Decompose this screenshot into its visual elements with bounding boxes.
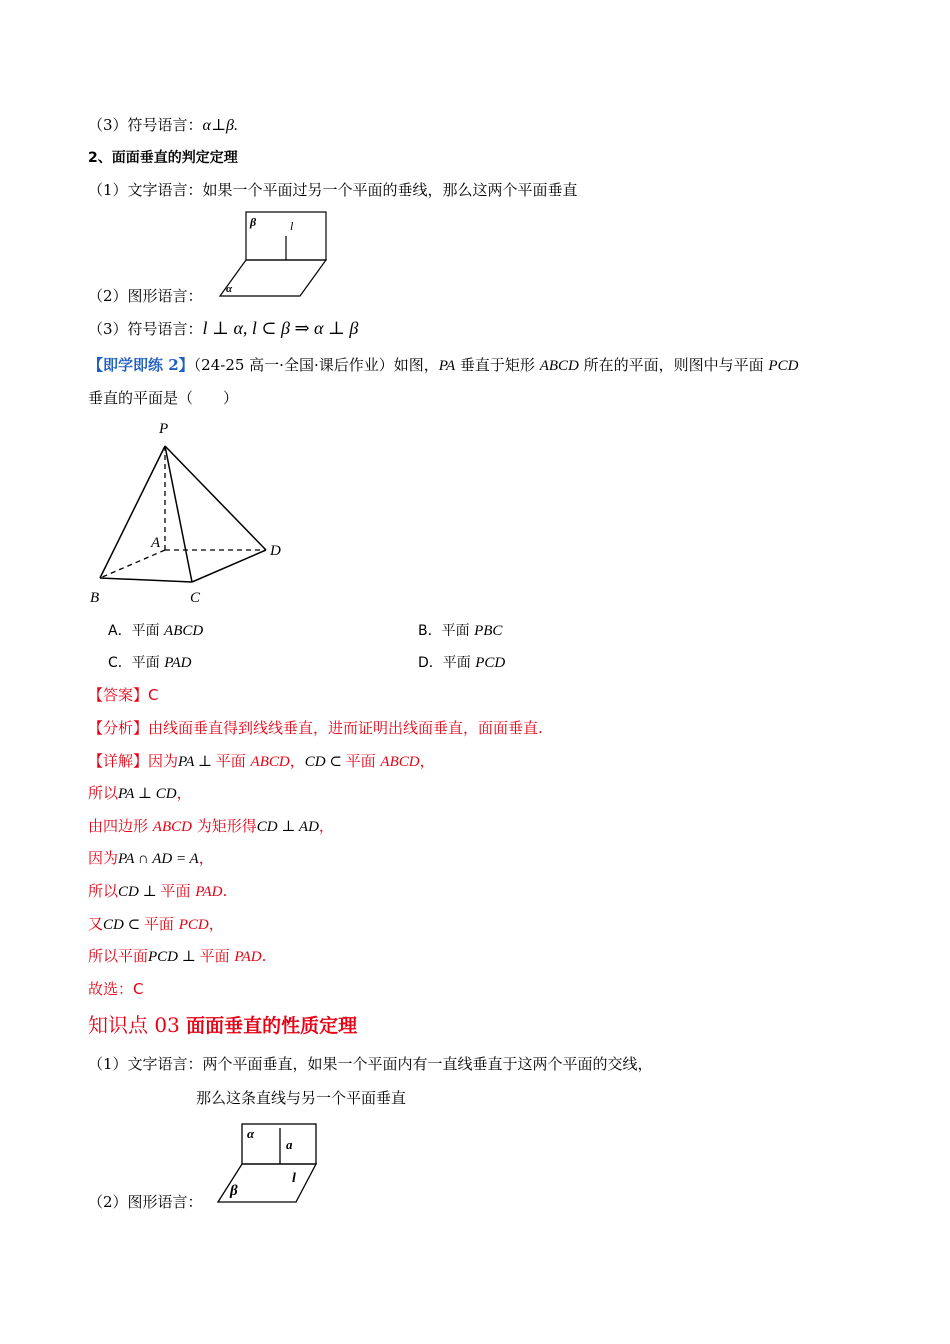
exercise-abcd: ABCD <box>539 358 579 374</box>
answer-line <box>88 685 159 705</box>
detail-text: ， <box>208 915 224 933</box>
answer-label: 【答案】 <box>88 686 149 704</box>
label-p: P <box>159 421 169 437</box>
detail-line-8 <box>88 979 144 999</box>
detail-label: 【详解】 <box>88 752 149 770</box>
exercise-question-line-2: 垂直的平面是（ ） <box>88 389 239 407</box>
detail-line-5 <box>88 881 227 902</box>
exercise-question-line-1 <box>88 355 798 376</box>
detail-text: 又 <box>88 915 104 933</box>
label-l: l <box>290 219 294 233</box>
detail-text: ， <box>176 784 192 802</box>
detail-math: PCD ⊥ <box>148 949 200 965</box>
detail-math: PA ∩ AD = A <box>118 851 199 867</box>
option-a[interactable] <box>108 620 203 641</box>
symbol-language-line-1 <box>88 115 238 136</box>
analysis-line <box>88 718 543 738</box>
symbol-expression-2: l ⊥ α, l ⊂ β ⇒ α ⊥ β <box>202 318 359 338</box>
detail-italic: ABCD <box>250 754 290 770</box>
detail-italic: PCD <box>178 917 209 933</box>
detail-text: ， <box>198 849 214 867</box>
detail-math: PA ⊥ <box>178 754 216 770</box>
detail-math: CD ⊥ <box>118 884 161 900</box>
figure-plane-alpha-beta <box>212 1120 334 1212</box>
symbol-expression: α⊥β. <box>202 117 238 134</box>
option-d[interactable] <box>418 652 505 673</box>
label-l-2: l <box>292 1171 296 1186</box>
figure-plane-beta-alpha <box>210 206 340 302</box>
option-d-key: D．平面 <box>418 655 476 671</box>
detail-text: 平面 <box>143 915 179 933</box>
label-alpha: α <box>226 283 233 295</box>
label-beta: β <box>250 215 257 229</box>
exercise-tag: 【即学即练 2】 <box>88 356 194 374</box>
exercise-text-2: 所在的平面，则图中与平面 <box>578 356 769 374</box>
graphic-language-label: （2）图形语言： <box>88 287 203 305</box>
detail-text: 平面 <box>345 752 381 770</box>
detail-text: 为矩形得 <box>191 817 257 835</box>
symbol-language-label: （3）符号语言： <box>88 116 203 134</box>
detail-line-6 <box>88 914 224 935</box>
symbol-language-label-2: （3）符号语言： <box>88 320 203 338</box>
text-language-line: （1）文字语言：如果一个平面过另一个平面的垂线，那么这两个平面垂直 <box>88 181 578 199</box>
detail-line-3 <box>88 816 334 837</box>
analysis-text: 由线面垂直得到线线垂直，进而证明出线面垂直，面面垂直. <box>148 719 543 737</box>
analysis-label: 【分析】 <box>88 719 149 737</box>
detail-text: . <box>261 947 267 965</box>
figure-pyramid-pabcd <box>84 416 294 608</box>
knowledge-point-03-title <box>88 1012 357 1039</box>
detail-text: . <box>222 882 228 900</box>
detail-text: ， <box>419 752 435 770</box>
option-c[interactable] <box>108 652 191 673</box>
detail-choice: C <box>133 980 144 998</box>
label-c: C <box>190 590 201 606</box>
label-a: A <box>151 535 161 551</box>
label-alpha-2: α <box>247 1126 255 1141</box>
section-title-judgement-theorem: 2、面面垂直的判定定理 <box>88 150 238 166</box>
exercise-source: （24-25 高一·全国·课后作业）如图， <box>193 356 439 374</box>
detail-math: CD ⊂ <box>103 917 144 933</box>
detail-text: 平面 <box>215 752 251 770</box>
detail-text: 因为 <box>88 849 119 867</box>
option-b[interactable] <box>418 620 502 641</box>
label-b: B <box>90 590 100 606</box>
knowledge-point-number: 知识点 03 <box>88 1013 187 1037</box>
detail-text: ， <box>289 752 305 770</box>
detail-line-7 <box>88 946 266 967</box>
label-a-2: a <box>286 1137 293 1152</box>
detail-text: 由四边形 <box>88 817 153 835</box>
detail-italic: PAD <box>234 949 262 965</box>
detail-text: ， <box>318 817 334 835</box>
property-text-language-line-2: 那么这条直线与另一个平面垂直 <box>196 1089 407 1107</box>
detail-line-4 <box>88 848 214 869</box>
exercise-pa: PA <box>438 358 456 374</box>
option-d-value: PCD <box>475 655 506 671</box>
detail-italic: ABCD <box>152 819 192 835</box>
detail-italic: ABCD <box>380 754 420 770</box>
detail-text: 所以平面 <box>88 947 149 965</box>
detail-math: CD ⊥ AD <box>256 819 319 835</box>
property-text-language-line-1: （1）文字语言：两个平面垂直，如果一个平面内有一直线垂直于这两个平面的交线， <box>88 1055 653 1073</box>
option-a-key: A．平面 <box>108 623 165 639</box>
detail-text: 所以 <box>88 882 119 900</box>
property-graphic-language-label: （2）图形语言： <box>88 1193 203 1211</box>
symbol-language-line-2 <box>88 318 358 339</box>
answer-value: C <box>148 686 159 704</box>
detail-italic: PAD <box>195 884 223 900</box>
knowledge-point-name: 面面垂直的性质定理 <box>186 1015 358 1037</box>
label-d: D <box>270 543 281 559</box>
option-a-value: ABCD <box>164 623 204 639</box>
detail-text: 因为 <box>148 752 179 770</box>
option-b-value: PBC <box>474 623 503 639</box>
detail-text: 平面 <box>199 947 235 965</box>
option-c-value: PAD <box>164 655 192 671</box>
option-c-key: C．平面 <box>108 655 165 671</box>
exercise-text-1: 垂直于矩形 <box>455 356 540 374</box>
detail-text: 故选： <box>88 980 134 998</box>
exercise-pcd: PCD <box>768 358 799 374</box>
detail-line-2 <box>88 783 192 804</box>
label-beta-2: β <box>230 1183 238 1199</box>
option-b-key: B．平面 <box>418 623 475 639</box>
detail-text: 所以 <box>88 784 119 802</box>
detail-math: CD ⊂ <box>304 754 346 770</box>
detail-text: 平面 <box>160 882 196 900</box>
detail-math: PA ⊥ CD <box>118 786 177 802</box>
detail-line-1 <box>88 751 435 772</box>
